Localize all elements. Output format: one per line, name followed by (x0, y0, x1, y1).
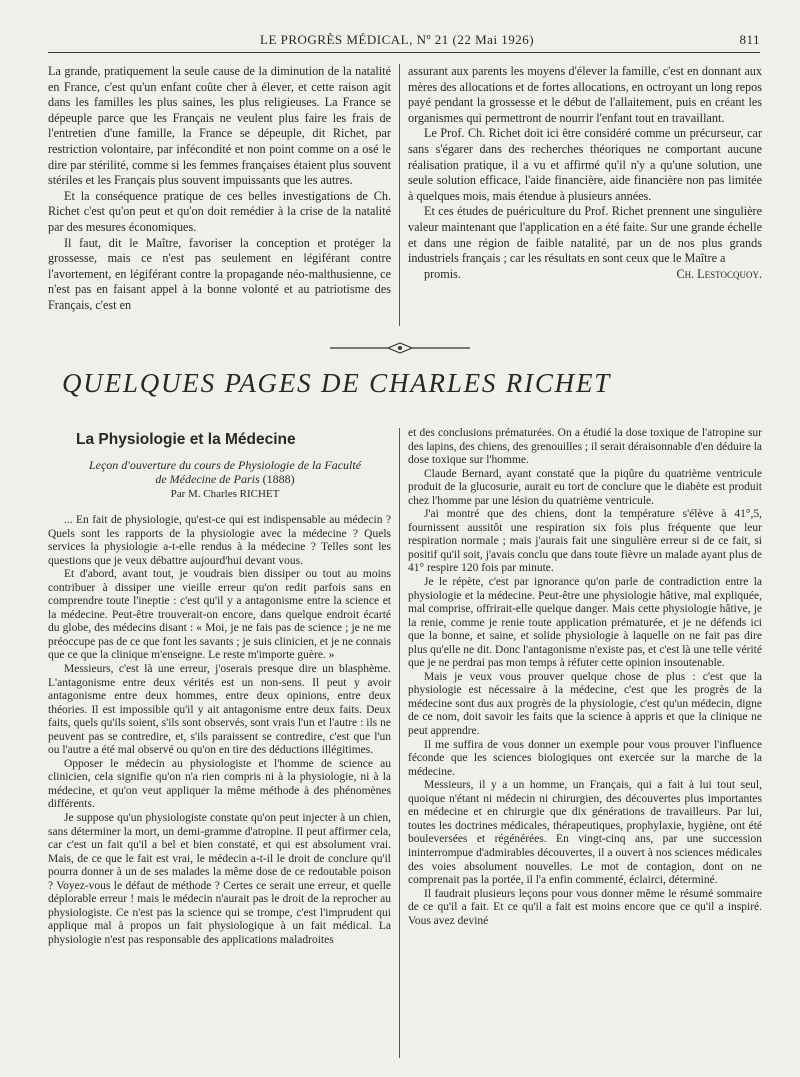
paragraph: Et ces études de puériculture du Prof. Richet prennent une singulière valeur maintenant que l'application en a été faite. Sur une grande échelle et dans une région de faible natalité, par un de nos plus grands industriels français ; car les résultats en sont ceux que le Maître a (408, 204, 762, 266)
closing-words: promis. (424, 266, 461, 281)
paragraph: Messieurs, c'est là une erreur, j'oserais presque dire un blasphème. L'antagonisme entre deux vérités est un non-sens. Il peut y avoir antagonisme entre deux hommes, entre deux opinions, entre deux théories. Il est impossible qu'il y ait antagonisme entre deux faits. Deux faits, quels qu'ils soient, s'ils sont observés, sont vrais l'un et l'autre : ils ne peuvent pas se contredire, et, s'ils paraissent se contredire, c'est que l'un ou l'autre a été mal observé ou qu'on en tire des déductions illégitimes. (48, 663, 391, 757)
subtitle-year: (1888) (262, 472, 295, 486)
paragraph: Il me suffira de vous donner un exemple pour vous prouver l'influence féconde que les sciences biologiques ont exercée sur la marche de la médecine. (408, 738, 762, 778)
paragraph: Et d'abord, avant tout, je voudrais bien dissiper ou tout au moins contribuer à dissiper une vieille erreur qu'on redit parfois sans en comprendre toute l'ineptie : c'est qu'il y a antagonisme entre la science et la médecine. Peut-être trouverait-on encore, dans quelque endroit écarté du globe, des médecins disant : « Moi, je ne fais pas de science ; je ne me préoccupe pas de ce que font les savants ; je suis clinicien, et je ne connais que ce que la clinique m'enseigne. Le reste m'importe guère. » (48, 568, 391, 662)
paragraph: Messieurs, il y a un homme, un Français, qui a fait à lui tout seul, quoique n'étant ni médecin ni chirurgien, des découvertes plus importantes en médecine et en chirurgie que dix générations de travailleurs. Par lui, toutes les doctrines médicales, thérapeutiques, prophylaxie, hygiène, ont été bouleversées et régénérées. En vingt-cinq ans, par une succession ininterrompue d'admirables découvertes, il a ouvert à nos sciences médicales des voies absolument nouvelles. Le mot de contagion, dont on ne comprenait pas la portée, il l'a enfin commenté, éclairci, déterminé. (408, 779, 762, 887)
article-subtitle (60, 458, 390, 486)
paragraph: Je suppose qu'un physiologiste constate qu'on peut injecter à un chien, sans déterminer la mort, un demi-gramme d'atropine. Il peut affirmer cela, car c'est un fait qu'il a bel et bien constaté, et qui est absolument vrai. Mais, de ce que le fait est vrai, le médecin a-t-il le droit de conclure qu'il pourra donner à un de ses malades la même dose de ce redoutable poison ? Voyez-vous le défaut de méthode ? Certes ce serait une erreur, et quelle déplorable erreur ! mais le médecin n'aurait pas le droit de la reprocher au physiologiste. Ce n'est pas la science qui se trompe, c'est l'imprudent qui applique mal à propos un fait physiologique à un fait médical. La physiologie n'est pas responsable des applications maladroites (48, 812, 391, 946)
paragraph: La grande, pratiquement la seule cause de la diminution de la natalité en France, c'est qu'un enfant coûte cher à élever, et cette raison agit dans les familles les plus saines, les plus religieuses. La France se dépeuple parce que les Français ne veulent plus faire les frais de l'entretien d'une famille, la France se dépeuple, dit Richet, par restriction volontaire, par infécondité et non point comme on a osé le dire par stérilité, comme si les femmes françaises étaient plus souvent stériles et les Français plus souvent impuissants que les autres. (48, 64, 391, 188)
paragraph: J'ai montré que des chiens, dont la température s'élève à 41°,5, fournissent aussitôt une respiration six fois plus fréquente que leur respiration normale ; mais j'aurais fait une singulière erreur si de ce fait, si positif qu'il soit, j'avais conclu que dans toute fièvre un malade ayant plus de 41° respire 120 fois par minute. (408, 508, 762, 575)
paragraph: assurant aux parents les moyens d'élever la famille, c'est en donnant aux mères des allocations et de fortes allocations, en octroyant un long repos payé pendant la grossesse et le début de l'allaitement, puis en créant les organismes qui permettront de nourrir l'enfant tout en travaillant. (408, 64, 762, 125)
article-right-column (408, 427, 762, 928)
page-number: 811 (739, 32, 760, 47)
author-signature: Ch. Lestocquoy. (676, 266, 762, 281)
signature-line (408, 267, 762, 283)
paragraph: Je le répète, c'est par ignorance qu'on parle de contradiction entre la physiologie et la médecine. Peut-être une physiologie hâtive, mal expliquée, mal comprise, offrirait-elle quelque danger. Mais cette physiologie hâtive, je la renie, comme je renie toute application prématurée, et je ne défends ici que la bonne, et saine, et solide physiologie à laquelle on ne fait pas dire plus qu'elle ne dit. Donc l'antagonisme n'existe pas, et c'est là une telle vérité que je ne perdrai pas mon temps à réfuter cette opinion insoutenable. (408, 576, 762, 670)
article-title: La Physiologie et la Médecine (76, 431, 296, 448)
article-byline: Par M. Charles RICHET (170, 488, 280, 500)
header-rule (48, 52, 760, 53)
paragraph: ... En fait de physiologie, qu'est-ce qui est indispensable au médecin ? Quels sont les rapports de la physiologie avec la médecine ? Quels services la physiologie a-t-elle rendus à la médecine ? Telles sont les questions que je veux débattre aujourd'hui devant vous. (48, 514, 391, 567)
paragraph: Opposer le médecin au physiologiste et l'homme de science au clinicien, cela signifie qu'on n'a rien compris ni à la physiologie, ni à la médecine, et qu'on veut appliquer la même méthode à des phénomènes différents. (48, 757, 391, 811)
running-header (48, 32, 760, 50)
subtitle-line: de Médecine de Paris (155, 472, 260, 486)
top-right-column (408, 64, 762, 282)
paragraph: Claude Bernard, ayant constaté que la piqûre du quatrième ventricule produit de la glucosurie, aurait eu tort de conclure que le diabète est produit chez l'homme par une lésion du quatrième ventricule. (408, 467, 762, 507)
paragraph: Le Prof. Ch. Richet doit ici être considéré comme un précurseur, car sans s'égarer dans des recherches théoriques ne comportant aucune réalisation pratique, il a vu et affirmé qu'il n'y a qu'une solution, une seule solution efficace, l'aide financière, aide financière non pas limitée à quelques mois, mais étendue à plusieurs années. (408, 126, 762, 203)
paragraph: Il faudrait plusieurs leçons pour vous donner même le résumé sommaire de ce qu'il a fait. Et ce qu'il a fait est moins encore que ce qu'il a inspiré. Vous avez deviné (408, 887, 762, 927)
column-divider (399, 64, 400, 326)
paragraph: et des conclusions prématurées. On a étudié la dose toxique de l'atropine sur des lapins, des chiens, des grenouilles ; il serait déraisonnable d'en déduire la dose toxique sur l'homme. (408, 427, 762, 467)
article-left-column (48, 514, 391, 948)
top-left-column (48, 64, 391, 314)
section-title: QUELQUES PAGES DE CHARLES RICHET (62, 368, 612, 398)
column-divider (399, 428, 400, 1058)
paragraph: Il faut, dit le Maître, favoriser la conception et protéger la grossesse, mais ce n'est pas seulement en légiférant contre l'avortement, en légiférant contre la propagande néo-malthusienne, ce n'est pas en faisant appel à la bonne volonté et au patriotisme des Français, c'est en (48, 235, 391, 312)
paragraph: Mais je veux vous prouver quelque chose de plus : c'est que la physiologie est nécessaire à la médecine, c'est que les progrès de la médecine sont dus aux progrès de la physiologie, c'est qu'un médecin, digne de ce nom, doit savoir les faits que la science à appris et que la clinique ne peut apprendre. (408, 670, 762, 738)
ornament-divider-icon (330, 341, 470, 355)
publication-line: LE PROGRÈS MÉDICAL, Nº 21 (22 Mai 1926) (260, 32, 535, 47)
paragraph: Et la conséquence pratique de ces belles investigations de Ch. Richet c'est qu'on peut et qu'on doit remédier à la crise de la natalité par des mesures économiques. (48, 188, 391, 234)
subtitle-line: Leçon d'ouverture du cours de Physiologie de la Faculté (88, 458, 362, 472)
